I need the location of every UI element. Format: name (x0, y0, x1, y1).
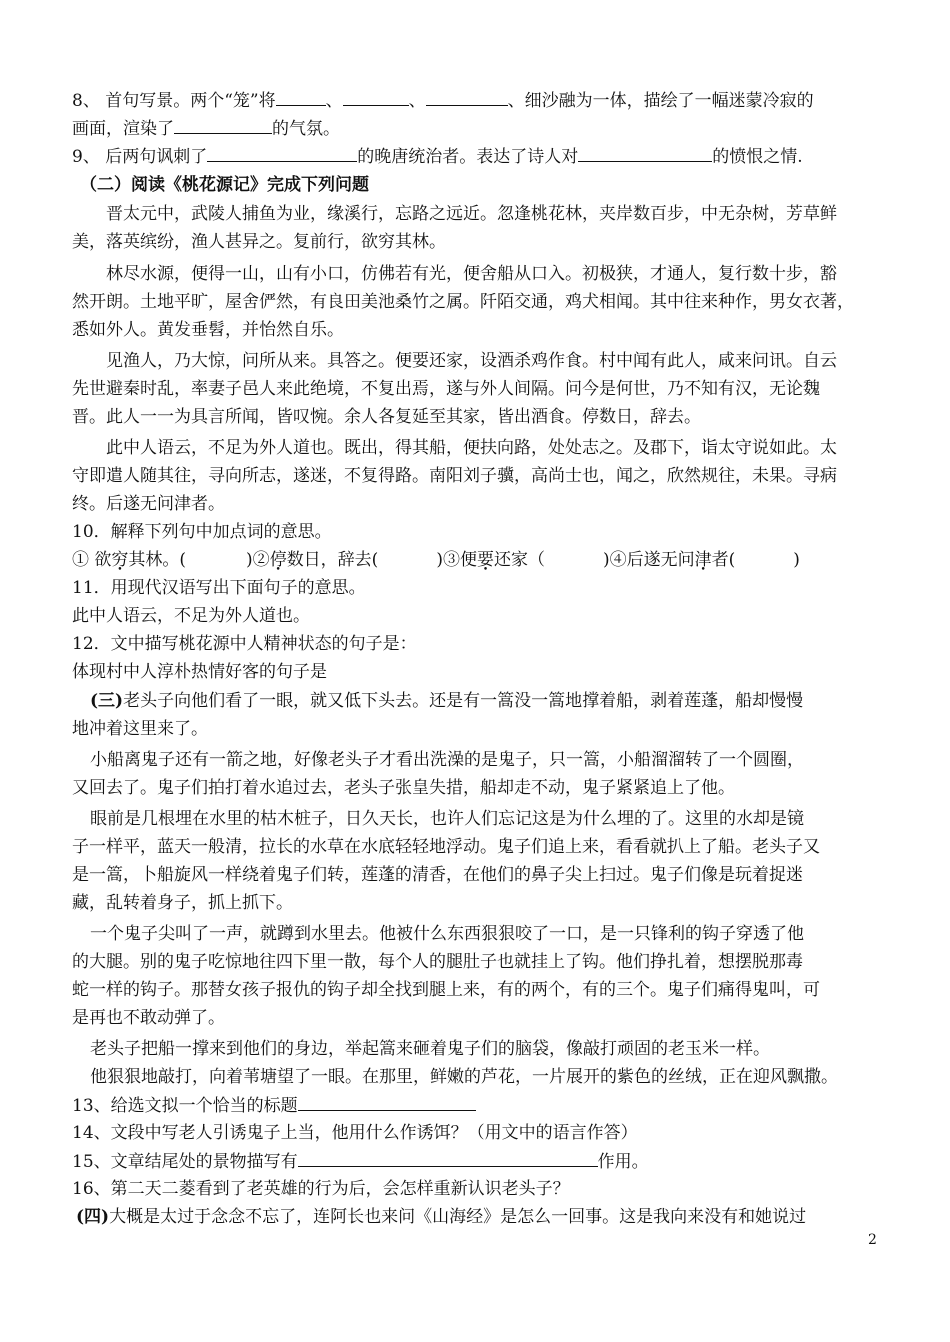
passage-3-para4-line3: 蛇一样的钩子。那替女孩子报仇的钩子却全找到腿上来，有的两个，有的三个。鬼子们痛得鬼叫，可 (72, 980, 820, 1000)
q13-text: 13、给选文拟一个恰当的标题 (72, 1096, 298, 1116)
q10-dotted-word-2: 停 (269, 550, 287, 570)
section-3-line2: 地冲着这里来了。 (72, 719, 208, 739)
section-2-title: （二）阅读《桃花源记》完成下列问题 (80, 175, 369, 195)
q10-item1-post: 其林。( (128, 550, 187, 570)
section-4-label: (四) (76, 1207, 110, 1227)
passage-2-para2-line2: 然开朗。土地平旷，屋舍俨然，有良田美池桑竹之属。阡陌交通，鸡犬相闻。其中往来种作，男女衣著， (72, 292, 854, 312)
q10-dotted-word-1: 穷 (111, 550, 129, 570)
q8-text-d: 的气氛。 (272, 119, 340, 139)
q10-item3-pre: )③便 (436, 550, 477, 570)
question-12b: 体现村中人淳朴热情好客的句子是 (72, 662, 327, 682)
q9-text-b: 的晚唐统治者。表达了诗人对 (357, 147, 579, 167)
question-15 (72, 1150, 892, 1173)
question-16: 16、第二天二菱看到了老英雄的行为后，会怎样重新认识老头子？ (72, 1179, 570, 1199)
question-11-sentence: 此中人语云，不足为外人道也。 (72, 606, 310, 626)
q9-text-a: 9、 后两句讽刺了 (72, 147, 208, 167)
passage-3-para3-line4: 藏，乱转着身子，抓上抓下。 (72, 893, 293, 913)
question-8-line1 (72, 89, 892, 112)
q13-blank[interactable] (298, 1094, 476, 1111)
passage-2-para4-line2: 守即遣人随其往，寻向所志，遂迷，不复得路。南阳刘子骥，高尚士也，闻之，欣然规往，未果。寻病 (72, 466, 837, 486)
question-8-line2 (72, 117, 892, 140)
q10-item3-post: 还家（ (493, 550, 545, 570)
q8-text-a: 8、 首句写景。两个“笼”将 (72, 91, 276, 111)
q10-dotted-word-4: 津 (694, 550, 712, 570)
question-12: 12．文中描写桃花源中人精神状态的句子是： (72, 634, 417, 654)
q15-text-a: 15、文章结尾处的景物描写有 (72, 1152, 298, 1172)
q8-blank-3[interactable] (426, 89, 508, 106)
passage-3-para5: 老头子把船一撑来到他们的身边，举起篙来砸着鬼子们的脑袋，像敲打顽固的老玉米一样。 (90, 1039, 770, 1059)
passage-3-para6: 他狠狠地敲打，向着苇塘望了一眼。在那里，鲜嫩的芦花，一片展开的紫色的丝绒，正在迎风飘撒。 (90, 1067, 838, 1087)
q15-text-b: 作用。 (597, 1152, 649, 1172)
passage-3-para3-line2: 子一样平，蓝天一般清，拉长的水草在水底轻轻地浮动。鬼子们追上来，看看就扒上了船。老头子又 (72, 837, 820, 857)
q10-item2-pre: )② (246, 550, 270, 570)
question-10: 10．解释下列句中加点词的意思。 (72, 522, 332, 542)
passage-2-para3-line1: 见渔人，乃大惊，问所从来。具答之。便要还家，设酒杀鸡作食。村中闻有此人，咸来问讯。自云 (106, 351, 837, 371)
q8-blank-2[interactable] (343, 89, 409, 106)
q10-item1-pre: ① 欲 (72, 550, 112, 570)
passage-2-para3-line2: 先世避秦时乱，率妻子邑人来此绝境，不复出焉，遂与外人间隔。问今是何世，乃不知有汉，无论魏 (72, 379, 820, 399)
q9-blank-2[interactable] (578, 145, 712, 162)
q10-item4-pre: )④后遂无问 (602, 550, 695, 570)
question-13 (72, 1094, 892, 1117)
q8-text-c: 画面，渲染了 (72, 119, 174, 139)
page-number: 2 (868, 1232, 877, 1248)
passage-2-para3-line3: 晋。此人一一为具言所闻，皆叹惋。余人各复延至其家，皆出酒食。停数日，辞去。 (72, 407, 701, 427)
section-3-label: (三) (90, 691, 124, 711)
section-4-line1 (76, 1206, 896, 1228)
passage-2-para1-line2: 美，落英缤纷，渔人甚异之。复前行，欲穷其林。 (72, 232, 446, 252)
passage-3-para4-line2: 的大腿。别的鬼子吃惊地往四下里一散，每个人的腿肚子也就挂上了钩。他们挣扎着，想摆脱那毒 (72, 952, 803, 972)
section-3-text: 老头子向他们看了一眼，就又低下头去。还是有一篙没一篙地撑着船，剥着莲蓬，船却慢慢 (123, 691, 804, 711)
q8-blank-1[interactable] (276, 89, 326, 106)
q9-text-c: 的愤恨之情. (712, 147, 803, 167)
passage-2-para2-line3: 悉如外人。黄发垂髫，并怡然自乐。 (72, 320, 344, 340)
q10-dotted-word-3: 要 (476, 550, 494, 570)
passage-3-para2-line2: 又回去了。鬼子们拍打着水追过去，老头子张皇失措，船却走不动，鬼子紧紧追上了他。 (72, 778, 735, 798)
q8-sep2: 、 (408, 91, 426, 111)
section-4-text: 大概是太过于念念不忘了，连阿长也来问《山海经》是怎么一回事。这是我向来没有和她说过 (109, 1207, 807, 1227)
passage-2-para2-line1: 林尽水源，便得一山，山有小口，仿佛若有光，便舍船从口入。初极狭，才通人，复行数十步，豁 (106, 264, 837, 284)
q10-item4-post: 者( (711, 550, 736, 570)
question-9 (72, 145, 892, 168)
q15-blank[interactable] (298, 1150, 598, 1167)
q10-item2-post: 数日，辞去( (286, 550, 379, 570)
passage-2-para4-line1: 此中人语云，不足为外人道也。既出，得其船，便扶向路，处处志之。及郡下，诣太守说如此。太 (106, 438, 837, 458)
passage-3-para4-line1: 一个鬼子尖叫了一声，就蹲到水里去。他被什么东西狠狠咬了一口，是一只锋利的钩子穿透了他 (90, 924, 804, 944)
passage-2-para1-line1: 晋太元中，武陵人捕鱼为业，缘溪行，忘路之远近。忽逢桃花林，夹岸数百步，中无杂树，芳草鲜 (106, 204, 837, 224)
question-14: 14、文段中写老人引诱鬼子上当，他用什么作诱饵？（用文中的语言作答） (72, 1123, 638, 1143)
passage-2-para4-line3: 终。后遂无问津者。 (72, 494, 225, 514)
passage-3-para2-line1: 小船离鬼子还有一箭之地，好像老头子才看出洗澡的是鬼子，只一篙，小船溜溜转了一个圆圈， (90, 750, 804, 770)
q8-sep1: 、 (325, 91, 343, 111)
q10-item4-close: ) (793, 550, 800, 570)
q8-blank-4[interactable] (174, 117, 272, 134)
passage-3-para4-line4: 是再也不敢动弹了。 (72, 1008, 225, 1028)
question-10-items (72, 549, 892, 571)
passage-3-para3-line3: 是一篙，卜船旋风一样绕着鬼子们转，莲蓬的清香，在他们的鼻子尖上扫过。鬼子们像是玩着捉迷 (72, 865, 803, 885)
question-11: 11．用现代汉语写出下面句子的意思。 (72, 578, 366, 598)
passage-3-para3-line1: 眼前是几根埋在水里的枯木桩子，日久天长，也许人们忘记这是为什么埋的了。这里的水却是镜 (90, 809, 804, 829)
q9-blank-1[interactable] (207, 145, 357, 162)
q8-text-b: 、细沙融为一体，描绘了一幅迷蒙冷寂的 (507, 91, 814, 111)
section-3-line1 (90, 690, 910, 712)
